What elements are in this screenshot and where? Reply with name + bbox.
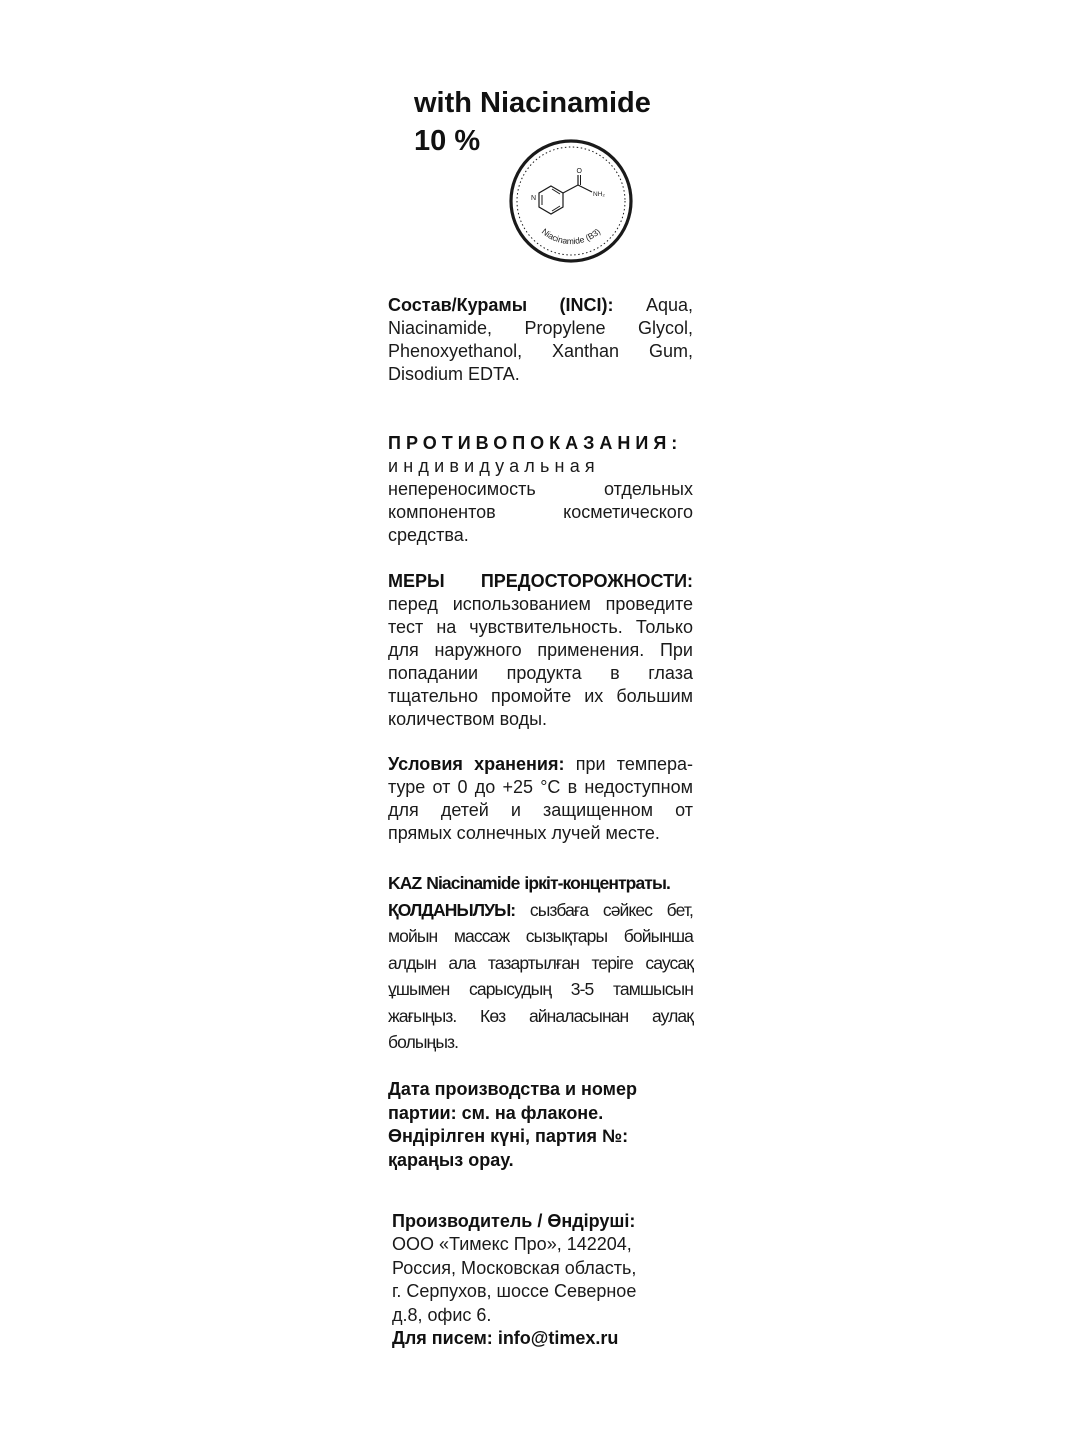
- manufacturer-line2: Россия, Московская область,: [392, 1257, 637, 1278]
- storage-text: при темпера-туре от 0 до +25 °С в недоступном для детей и защищенном от прямых солнечных лучей месте.: [388, 754, 693, 843]
- manufacturer-line4: д.8, офис 6.: [392, 1304, 492, 1325]
- precautions-heading: МЕРЫ ПРЕДОСТОРОЖНОСТИ:: [388, 571, 693, 591]
- production-line1: Дата производства и номер: [388, 1079, 637, 1099]
- manufacturer-line3: г. Серпухов, шоссе Северное: [392, 1281, 637, 1302]
- kazakh-text: сызбаға сәйкес бет, мойын массаж сызықтары бойынша алдын ала тазартылған теріге саусақ ұшымен сарысудың 3-5 тамшысын жағыңыз. Көз айналасынан аулақ болыңыз.: [388, 899, 693, 1052]
- emblem-label: [540, 226, 602, 246]
- manufacturer-block: [392, 1210, 692, 1350]
- composition-text: Aqua, Niacinamide, Propylene Glycol, Phenoxyethanol, Xanthan Gum, Disodium EDTA.: [388, 295, 693, 384]
- atom-nh2-label: NH₂: [593, 191, 605, 198]
- kazakh-usage-heading: ҚОЛДАНЫЛУЫ:: [388, 899, 516, 920]
- mail-address: info@timex.ru: [497, 1328, 619, 1349]
- manufacturer-line1: ООО «Тимекс Про», 142204,: [392, 1234, 632, 1255]
- composition-block: [388, 294, 693, 386]
- contraindications-block: [388, 432, 693, 547]
- kazakh-heading: KAZ Niacinamide іркіт-концентраты.: [388, 873, 670, 893]
- production-line4: қараңыз орау.: [388, 1149, 514, 1170]
- production-line2: партии: см. на флаконе.: [388, 1102, 604, 1123]
- mail-label: Для писем:: [392, 1328, 493, 1349]
- contraindications-text: непереносимость отдельных компонентов косметического средства.: [388, 479, 693, 545]
- production-block: [388, 1078, 693, 1172]
- kazakh-block: [388, 870, 693, 1056]
- precautions-block: [388, 570, 693, 731]
- emblem-label-path: Niacinamide (B3): [539, 226, 603, 247]
- composition-heading: Состав/Курамы (INCI):: [388, 295, 614, 315]
- storage-heading: Условия хранения:: [388, 754, 565, 774]
- atom-o-label: O: [576, 168, 582, 175]
- niacinamide-molecule-icon: [508, 138, 634, 264]
- precautions-text: перед использованием проведите тест на чувствительность. Только для наружного применения. При попадании продукта в глаза тщательно промойте их большим количеством воды.: [388, 594, 693, 729]
- product-title-line1: with Niacinamide: [414, 87, 651, 119]
- contraindications-heading: ПРОТИВОПОКАЗАНИЯ:: [388, 433, 683, 453]
- atom-n-label: N: [531, 195, 537, 202]
- product-title-line2: 10 %: [414, 125, 481, 157]
- manufacturer-mail: [392, 1327, 692, 1350]
- production-line3: Өндірілген күні, партия №:: [388, 1126, 629, 1146]
- contraindications-first-line: индивидуальная: [388, 456, 600, 476]
- storage-block: [388, 753, 693, 845]
- manufacturer-heading: Производитель / Өндіруші:: [392, 1211, 636, 1231]
